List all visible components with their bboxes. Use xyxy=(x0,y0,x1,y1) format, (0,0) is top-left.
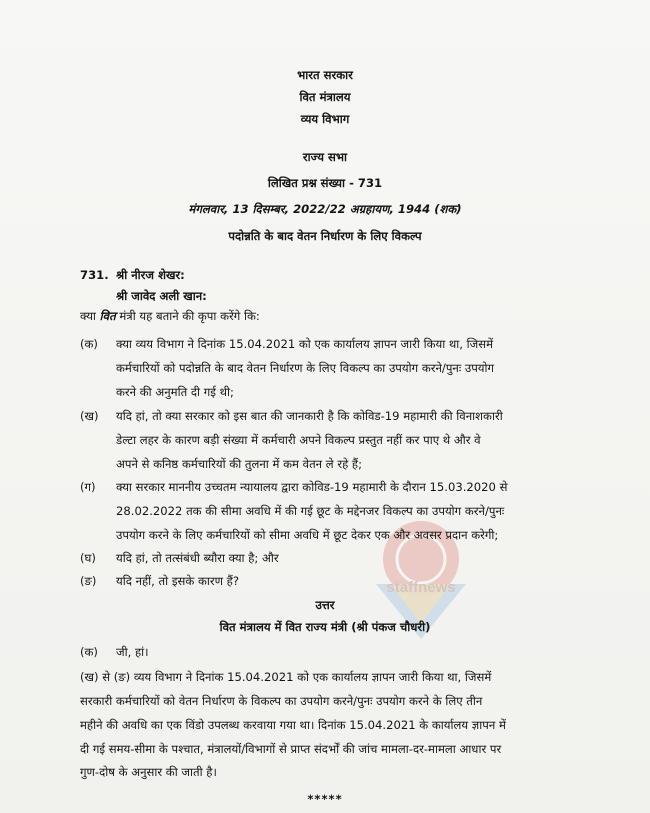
question-number: 731. xyxy=(80,268,109,282)
answer-text-line: महीने की अवधि का एक विंडो उपलब्ध करवाया गया था। दिनांक 15.04.2021 के कार्यालय ज्ञापन में xyxy=(80,718,506,732)
member-name: श्री नीरज शेखर: xyxy=(116,268,185,282)
part-label: (क) xyxy=(80,337,98,351)
part-label: (घ) xyxy=(80,551,96,565)
house-heading: राज्य सभा xyxy=(302,150,348,164)
answer-heading: उत्तर xyxy=(315,598,335,612)
part-text-line: क्या सरकार माननीय उच्चतम न्यायालय द्वारा कोविड-19 महामारी के दौरान 15.03.2020 से xyxy=(116,480,508,494)
answer-text-line: सरकारी कर्मचारियों को वेतन निर्धारण के विकल्प का उपयोग करने/पुनः उपयोग करने के लिए तीन xyxy=(80,694,483,708)
part-text-line: यदि हां, तो तत्संबंधी ब्यौरा क्या है; और xyxy=(116,551,279,565)
answer-text-line: दी गई समय-सीमा के पश्चात, मंत्रालयों/विभागों से प्राप्त संदर्भों की जांच मामला-दर-मामला आधार पर xyxy=(80,742,502,756)
part-text-line: करने की अनुमति दी गई थी; xyxy=(116,385,234,399)
subject-heading: पदोन्नति के बाद वेतन निर्धारण के लिए विकल्प xyxy=(228,229,422,243)
part-text-line: अपने से कनिष्ठ कर्मचारियों की तुलना में कम वेतन ले रहे हैं; xyxy=(116,457,362,471)
question-intro: क्या वित मंत्री यह बताने की कृपा करेंगे कि: xyxy=(80,309,260,323)
question-number-heading: लिखित प्रश्न संख्या - 731 xyxy=(267,176,383,190)
part-text-line: 28.02.2022 तक की सीमा अवधि में की गई छूट के मद्देनजर विकल्प का उपयोग करने/पुनः xyxy=(116,504,505,518)
part-text-line: यदि नहीं, तो इसके कारण हैं? xyxy=(116,574,239,588)
part-label: (ङ) xyxy=(80,574,97,588)
date-line: मंगलवार, 13 दिसम्बर, 2022/22 अग्रहायण, 1944 (शक) xyxy=(188,202,462,216)
part-label: (ग) xyxy=(80,480,96,494)
part-text-line: डेल्टा लहर के कारण बड़ी संख्या में कर्मचारी अपने विकल्प प्रस्तुत नहीं कर पाए थे और वे xyxy=(116,433,481,447)
answer-label: (क) xyxy=(80,645,98,659)
answer-text-line: गुण-दोष के अनुसार की जाती है। xyxy=(80,765,217,779)
govt-heading: भारत सरकार xyxy=(297,68,353,82)
watermark-text: staffnews xyxy=(386,579,456,596)
part-text-line: कर्मचारियों को पदोन्नति के बाद वेतन निर्धारण के लिए विकल्प का उपयोग करने/पुनः उपयोग xyxy=(116,361,495,375)
part-label: (ख) xyxy=(80,409,99,423)
answer-text: जी, हां। xyxy=(116,645,149,659)
end-mark: ***** xyxy=(307,792,343,806)
part-text-line: उपयोग करने के लिए कर्मचारियों को सीमा अवधि में छूट देकर एक और अवसर प्रदान करेगी; xyxy=(116,528,499,542)
department-heading: व्यय विभाग xyxy=(300,112,350,126)
part-text-line: क्या व्यय विभाग ने दिनांक 15.04.2021 को एक कार्यालय ज्ञापन जारी किया था, जिसमें xyxy=(116,337,494,351)
member-name: श्री जावेद अली खान: xyxy=(116,289,207,303)
answer-text-line: (ख) से (ङ) व्यय विभाग ने दिनांक 15.04.2021 को एक कार्यालय ज्ञापन जारी किया था, जिसमें xyxy=(80,670,492,684)
minister-line: वित मंत्रालय में वित राज्य मंत्री (श्री पंकज चौधरी) xyxy=(219,620,431,634)
part-text-line: यदि हां, तो क्या सरकार को इस बात की जानकारी है कि कोविड-19 महामारी की विनाशकारी xyxy=(116,409,503,423)
ministry-heading: वित मंत्रालय xyxy=(299,90,351,104)
